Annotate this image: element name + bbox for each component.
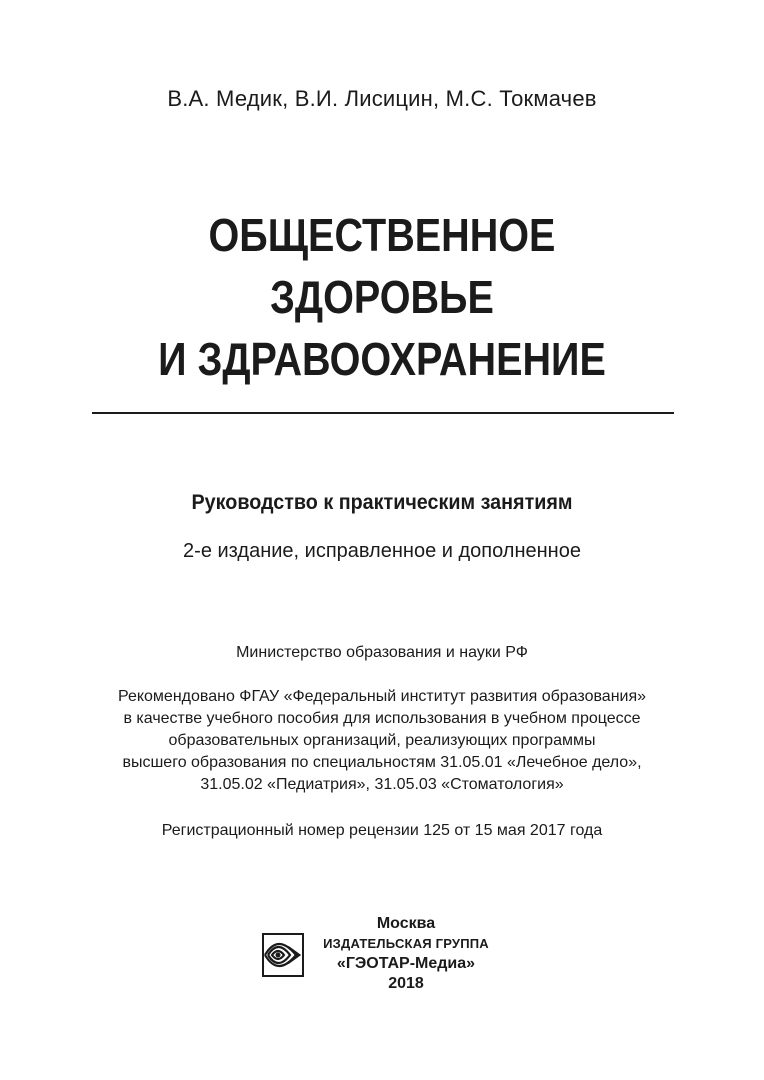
- book-title: [53, 204, 710, 390]
- publication-year: 2018: [388, 975, 424, 992]
- book-title-line-2: ЗДОРОВЬЕ: [270, 271, 494, 323]
- publisher-group: ИЗДАТЕЛЬСКАЯ ГРУППА: [323, 936, 489, 951]
- title-divider: [92, 412, 674, 414]
- ministry: Министерство образования и науки РФ: [236, 644, 528, 661]
- recommendation-line-4: высшего образования по специальностям 31.05.01 «Лечебное дело»,: [122, 754, 642, 771]
- book-title-line-1: ОБЩЕСТВЕННОЕ: [208, 209, 556, 261]
- recommendation-line-2: в качестве учебного пособия для использования в учебном процессе: [123, 710, 641, 727]
- recommendation-line-5: 31.05.02 «Педиатрия», 31.05.03 «Стоматология»: [200, 776, 564, 793]
- publisher-city: Москва: [376, 915, 436, 932]
- edition: 2-е издание, исправленное и дополненное: [183, 540, 581, 562]
- recommendation: [0, 686, 764, 796]
- subtitle: Руководство к практическим занятиям: [191, 491, 573, 514]
- publisher-name: «ГЭОТАР-Медиа»: [336, 955, 476, 972]
- recommendation-line-3: образовательных организаций, реализующих программы: [168, 732, 596, 749]
- authors: В.А. Медик, В.И. Лисицин, М.С. Токмачев: [167, 86, 597, 111]
- publisher-block: [308, 914, 504, 994]
- recommendation-line-1: Рекомендовано ФГАУ «Федеральный институт развития образования»: [117, 688, 647, 705]
- book-title-line-3: И ЗДРАВООХРАНЕНИЕ: [158, 333, 606, 385]
- geotar-logo-icon: [262, 933, 304, 977]
- registration-number: Регистрационный номер рецензии 125 от 15 мая 2017 года: [161, 822, 603, 839]
